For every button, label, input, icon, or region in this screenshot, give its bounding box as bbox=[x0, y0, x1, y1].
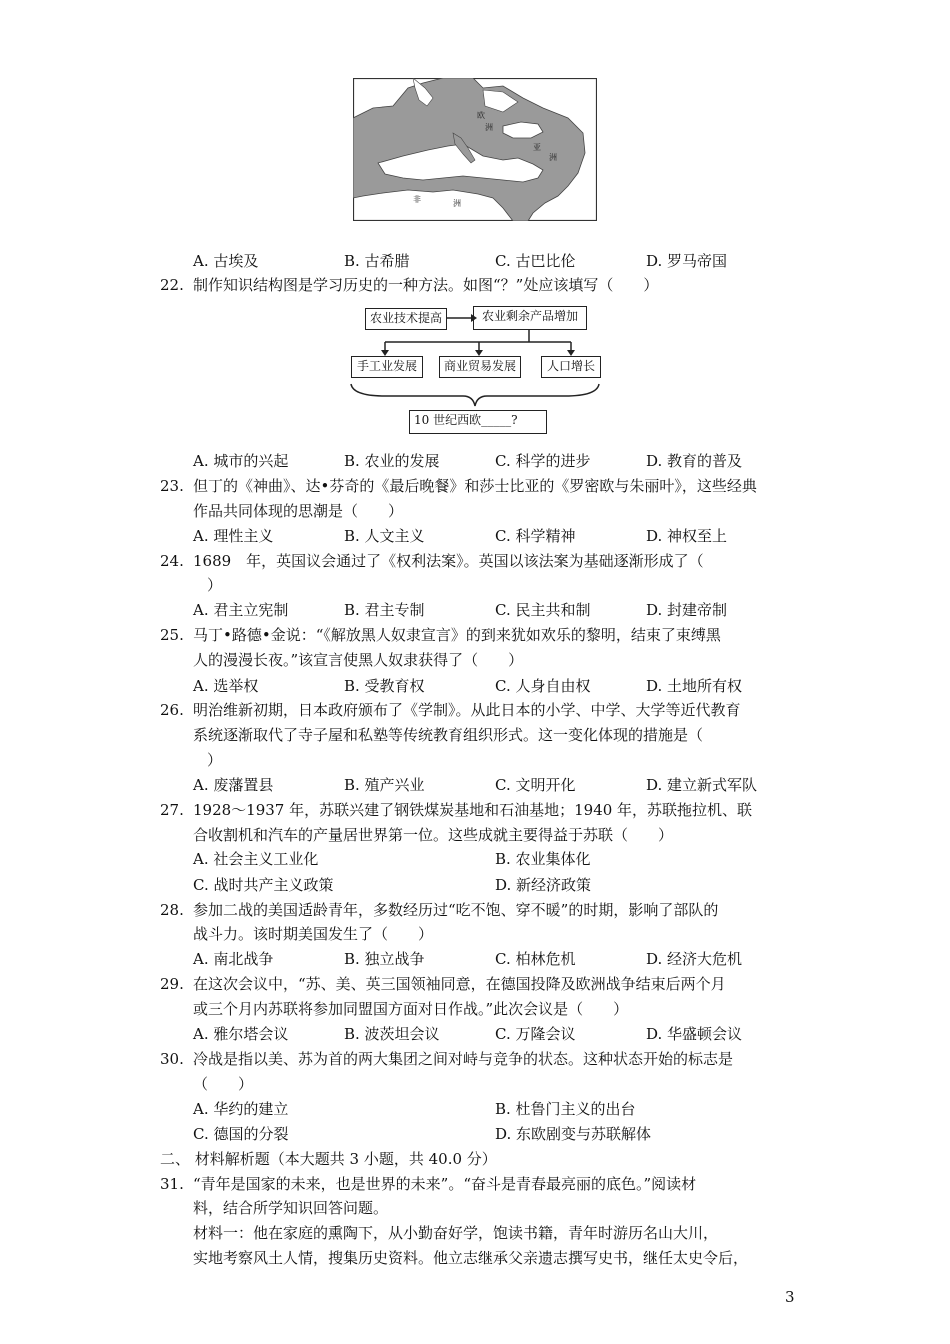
q24-option-d: D. 封建帝制 bbox=[646, 601, 728, 619]
svg-text:亚: 亚 bbox=[533, 143, 541, 152]
q25-option-a: A. 选举权 bbox=[193, 677, 259, 695]
q24-line-1: 1689 年，英国议会通过了《权利法案》。英国以该法案为基础逐渐形成了（ bbox=[193, 552, 704, 570]
q23-line-1: 但丁的《神曲》、达•芬奇的《最后晚餐》和莎士比亚的《罗密欧与朱丽叶》，这些经典 bbox=[193, 477, 757, 495]
q31-line-1: “青年是国家的未来，也是世界的未来”。“奋斗是青春最亮丽的底色。”阅读材 bbox=[193, 1175, 697, 1193]
svg-text:洲: 洲 bbox=[549, 153, 557, 162]
q27-option-a: A. 社会主义工业化 bbox=[193, 850, 319, 868]
q22-option-c: C. 科学的进步 bbox=[495, 452, 591, 470]
q22-option-d: D. 教育的普及 bbox=[646, 452, 743, 470]
q29-option-a: A. 雅尔塔会议 bbox=[193, 1025, 289, 1043]
svg-text:非: 非 bbox=[413, 195, 421, 204]
q29-option-d: D. 华盛顿会议 bbox=[646, 1025, 743, 1043]
q25-option-b: B. 受教育权 bbox=[344, 677, 425, 695]
q26-option-b: B. 殖产兴业 bbox=[344, 776, 425, 794]
q23-option-d: D. 神权至上 bbox=[646, 527, 728, 545]
q21-option-a: A. 古埃及 bbox=[193, 252, 259, 270]
q28-option-b: B. 独立战争 bbox=[344, 950, 425, 968]
roman-empire-map bbox=[353, 78, 597, 221]
q21-option-d: D. 罗马帝国 bbox=[646, 252, 728, 270]
q25-option-c: C. 人身自由权 bbox=[495, 677, 591, 695]
q26-line-3: ） bbox=[207, 751, 223, 769]
diagram-box-surplus: 农业剩余产品增加 bbox=[473, 306, 587, 330]
q27-option-d: D. 新经济政策 bbox=[495, 876, 592, 894]
q25-line-2: 人的漫漫长夜。”该宣言使黑人奴隶获得了（ ） bbox=[193, 651, 524, 669]
q28-line-1: 参加二战的美国适龄青年，多数经历过“吃不饱、穿不暖”的时期，影响了部队的 bbox=[193, 901, 719, 919]
q26-option-c: C. 文明开化 bbox=[495, 776, 576, 794]
diagram-box-population: 人口增长 bbox=[541, 356, 601, 378]
q25-option-d: D. 土地所有权 bbox=[646, 677, 743, 695]
svg-text:洲: 洲 bbox=[485, 123, 493, 132]
q26-line-1: 明治维新初期，日本政府颁布了《学制》。从此日本的小学、中学、大学等近代教育 bbox=[193, 701, 741, 719]
q30-line-1: 冷战是指以美、苏为首的两大集团之间对峙与竞争的状态。这种状态开始的标志是 bbox=[193, 1050, 734, 1068]
q27-line-2: 合收割机和汽车的产量居世界第一位。这些成就主要得益于苏联（ ） bbox=[193, 826, 674, 844]
q28-line-2: 战斗力。该时期美国发生了（ ） bbox=[193, 925, 434, 943]
q25-line-1: 马丁•路德•金说：“《解放黑人奴隶宣言》的到来犹如欢乐的黎明，结束了束缚黑 bbox=[193, 626, 721, 644]
q27-number: 27. bbox=[160, 801, 184, 819]
q22-text: 制作知识结构图是学习历史的一种方法。如图“？”处应该填写（ ） bbox=[193, 276, 659, 294]
q30-option-d: D. 东欧剧变与苏联解体 bbox=[495, 1125, 652, 1143]
diagram-box-commerce: 商业贸易发展 bbox=[439, 356, 521, 378]
q22-number: 22. bbox=[160, 276, 184, 294]
q28-option-d: D. 经济大危机 bbox=[646, 950, 743, 968]
q31-line-3: 材料一：他在家庭的熏陶下，从小勤奋好学，饱读书籍，青年时游历名山大川， bbox=[193, 1224, 719, 1242]
q22-option-b: B. 农业的发展 bbox=[344, 452, 440, 470]
q26-option-a: A. 废藩置县 bbox=[193, 776, 274, 794]
q24-line-2: ） bbox=[207, 576, 223, 594]
q29-line-2: 或三个月内苏联将参加同盟国方面对日作战。”此次会议是（ ） bbox=[193, 1000, 629, 1018]
q26-option-d: D. 建立新式军队 bbox=[646, 776, 758, 794]
q29-number: 29. bbox=[160, 975, 184, 993]
svg-text:洲: 洲 bbox=[453, 199, 461, 208]
q29-line-1: 在这次会议中，“苏、美、英三国领袖同意，在德国投降及欧洲战争结束后两个月 bbox=[193, 975, 726, 993]
q29-option-b: B. 波茨坦会议 bbox=[344, 1025, 440, 1043]
diagram-box-handicraft: 手工业发展 bbox=[351, 356, 423, 378]
q25-number: 25. bbox=[160, 626, 184, 644]
q30-option-a: A. 华约的建立 bbox=[193, 1100, 289, 1118]
section-2-title: 二、 材料解析题（本大题共 3 小题，共 40.0 分） bbox=[160, 1150, 497, 1168]
q28-option-a: A. 南北战争 bbox=[193, 950, 274, 968]
page-number: 3 bbox=[785, 1288, 795, 1306]
q26-line-2: 系统逐渐取代了寺子屋和私塾等传统教育组织形式。这一变化体现的措施是（ bbox=[193, 726, 704, 744]
q28-option-c: C. 柏林危机 bbox=[495, 950, 576, 968]
q27-line-1: 1928～1937 年，苏联兴建了钢铁煤炭基地和石油基地；1940 年，苏联拖拉机、联 bbox=[193, 801, 753, 819]
q30-option-c: C. 德国的分裂 bbox=[193, 1125, 289, 1143]
q24-option-a: A. 君主立宪制 bbox=[193, 601, 289, 619]
q31-number: 31. bbox=[160, 1175, 184, 1193]
knowledge-structure-diagram bbox=[345, 300, 605, 440]
q30-option-b: B. 杜鲁门主义的出台 bbox=[495, 1100, 636, 1118]
q24-number: 24. bbox=[160, 552, 184, 570]
q31-line-4: 实地考察风土人情，搜集历史资料。他立志继承父亲遗志撰写史书，继任太史令后， bbox=[193, 1249, 749, 1267]
q24-option-b: B. 君主专制 bbox=[344, 601, 425, 619]
q23-option-b: B. 人文主义 bbox=[344, 527, 425, 545]
q23-line-2: 作品共同体现的思潮是（ ） bbox=[193, 502, 404, 520]
q31-line-2: 料，结合所学知识回答问题。 bbox=[193, 1199, 389, 1217]
q28-number: 28. bbox=[160, 901, 184, 919]
q27-option-b: B. 农业集体化 bbox=[495, 850, 591, 868]
q30-line-2: （ ） bbox=[193, 1075, 254, 1093]
svg-text:欧: 欧 bbox=[477, 111, 485, 120]
q21-option-c: C. 古巴比伦 bbox=[495, 252, 576, 270]
diagram-box-agri-tech: 农业技术提高 bbox=[365, 308, 447, 330]
q29-option-c: C. 万隆会议 bbox=[495, 1025, 576, 1043]
q22-option-a: A. 城市的兴起 bbox=[193, 452, 289, 470]
q21-option-b: B. 古希腊 bbox=[344, 252, 410, 270]
q23-number: 23. bbox=[160, 477, 184, 495]
q27-option-c: C. 战时共产主义政策 bbox=[193, 876, 334, 894]
diagram-box-result: 10 世纪西欧_____? bbox=[409, 410, 547, 434]
q24-option-c: C. 民主共和制 bbox=[495, 601, 591, 619]
q26-number: 26. bbox=[160, 701, 184, 719]
q30-number: 30. bbox=[160, 1050, 184, 1068]
q23-option-c: C. 科学精神 bbox=[495, 527, 576, 545]
q23-option-a: A. 理性主义 bbox=[193, 527, 274, 545]
